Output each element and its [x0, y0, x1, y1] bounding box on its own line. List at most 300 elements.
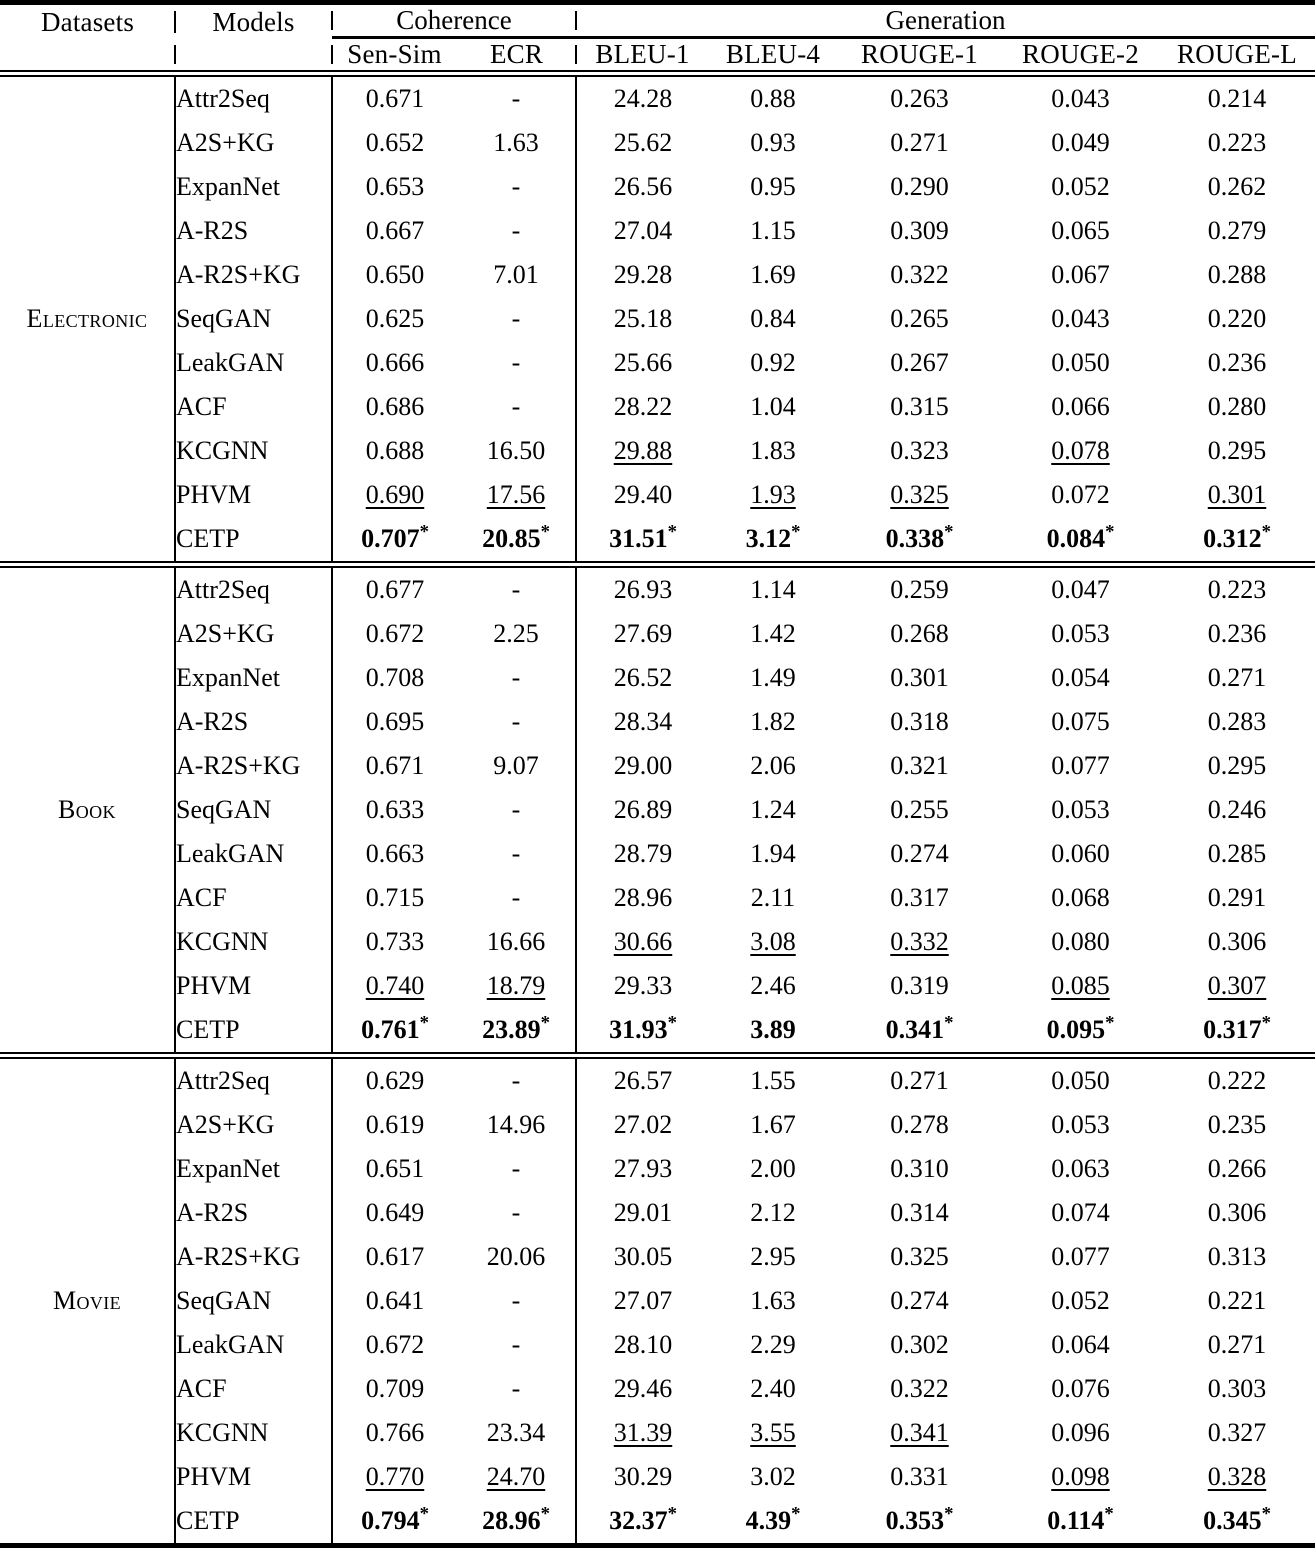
metric-value: 2.11	[751, 883, 796, 912]
metric-value: 29.01	[614, 1198, 673, 1227]
metric-value: 1.04	[750, 392, 796, 421]
model-name-cell: ACF	[175, 876, 332, 920]
cell-bleu-4	[709, 744, 837, 788]
header-datasets: Datasets	[0, 5, 175, 39]
metric-value: 0.290	[890, 172, 949, 201]
metric-value: 25.66	[614, 348, 673, 377]
empty-value: -	[512, 839, 521, 868]
cell-rouge-1	[837, 517, 1002, 562]
cell-rouge-l	[1159, 1008, 1315, 1053]
header-models: Models	[175, 5, 332, 39]
empty-value: -	[512, 1066, 521, 1095]
cell-sen-sim	[332, 517, 457, 562]
model-name-cell: A-R2S	[175, 1191, 332, 1235]
metric-value: 0.295	[1208, 751, 1267, 780]
metric-value: 0.222	[1208, 1066, 1267, 1095]
metric-value: 31.93	[609, 1015, 668, 1044]
model-name-cell: Attr2Seq	[175, 76, 332, 121]
metric-value: 0.065	[1051, 216, 1110, 245]
cell-rouge-l	[1159, 1367, 1315, 1411]
metric-value: 0.338	[886, 524, 945, 553]
metric-value: 0.319	[890, 971, 949, 1000]
cell-sen-sim	[332, 1367, 457, 1411]
cell-ecr	[457, 1103, 576, 1147]
cell-bleu-4	[709, 1411, 837, 1455]
cell-rouge-l	[1159, 517, 1315, 562]
cell-ecr	[457, 473, 576, 517]
cell-sen-sim	[332, 656, 457, 700]
cell-rouge-l	[1159, 700, 1315, 744]
metric-value: 2.12	[750, 1198, 796, 1227]
cell-ecr	[457, 1008, 576, 1053]
metric-value: 0.043	[1051, 304, 1110, 333]
metric-value: 0.341	[886, 1015, 945, 1044]
metric-value: 0.054	[1051, 663, 1110, 692]
metric-value: 0.063	[1051, 1154, 1110, 1183]
model-name-cell: PHVM	[175, 473, 332, 517]
cell-ecr	[457, 788, 576, 832]
table-row	[0, 567, 1315, 612]
metric-value: 1.63	[493, 128, 539, 157]
metric-value: 0.280	[1208, 392, 1267, 421]
metric-value: 23.34	[487, 1418, 546, 1447]
cell-rouge-1	[837, 612, 1002, 656]
cell-rouge-l	[1159, 1058, 1315, 1103]
cell-rouge-2	[1002, 1008, 1159, 1053]
metric-value: 0.074	[1051, 1198, 1110, 1227]
metric-value: 0.633	[366, 795, 425, 824]
cell-rouge-1	[837, 567, 1002, 612]
metric-value: 2.29	[750, 1330, 796, 1359]
table-row	[0, 341, 1315, 385]
cell-sen-sim	[332, 1455, 457, 1499]
cell-ecr	[457, 1499, 576, 1546]
cell-bleu-1	[576, 517, 709, 562]
table-row	[0, 964, 1315, 1008]
cell-rouge-2	[1002, 567, 1159, 612]
cell-rouge-l	[1159, 1499, 1315, 1546]
significance-asterisk: *	[420, 1503, 429, 1524]
metric-value: 32.37	[609, 1506, 668, 1535]
metric-value: 28.96	[482, 1506, 541, 1535]
cell-rouge-2	[1002, 1058, 1159, 1103]
cell-rouge-2	[1002, 744, 1159, 788]
metric-value: 27.93	[614, 1154, 673, 1183]
cell-ecr	[457, 121, 576, 165]
metric-value: 0.303	[1208, 1374, 1267, 1403]
cell-rouge-l	[1159, 341, 1315, 385]
cell-rouge-1	[837, 1191, 1002, 1235]
cell-sen-sim	[332, 1323, 457, 1367]
cell-bleu-4	[709, 612, 837, 656]
metric-value: 0.323	[890, 436, 949, 465]
metric-value: 24.70	[487, 1462, 546, 1491]
cell-bleu-1	[576, 744, 709, 788]
metric-value: 0.053	[1051, 795, 1110, 824]
cell-bleu-1	[576, 1235, 709, 1279]
cell-rouge-1	[837, 1103, 1002, 1147]
cell-rouge-2	[1002, 76, 1159, 121]
cell-sen-sim	[332, 429, 457, 473]
significance-asterisk: *	[1262, 521, 1271, 542]
cell-bleu-4	[709, 656, 837, 700]
metric-value: 0.050	[1051, 348, 1110, 377]
metric-value: 29.46	[614, 1374, 673, 1403]
metric-value: 29.00	[614, 751, 673, 780]
table-row	[0, 832, 1315, 876]
cell-rouge-2	[1002, 385, 1159, 429]
metric-value: 0.271	[890, 1066, 949, 1095]
metric-value: 0.306	[1208, 927, 1267, 956]
cell-rouge-l	[1159, 385, 1315, 429]
cell-bleu-4	[709, 253, 837, 297]
metric-value: 0.688	[366, 436, 425, 465]
cell-rouge-2	[1002, 1147, 1159, 1191]
cell-rouge-2	[1002, 612, 1159, 656]
metric-value: 0.271	[890, 128, 949, 157]
cell-rouge-1	[837, 1455, 1002, 1499]
cell-bleu-1	[576, 700, 709, 744]
cell-sen-sim	[332, 1103, 457, 1147]
metric-value: 0.050	[1051, 1066, 1110, 1095]
metric-value: 0.617	[366, 1242, 425, 1271]
metric-value: 28.34	[614, 707, 673, 736]
cell-bleu-1	[576, 567, 709, 612]
metric-value: 0.312	[1203, 524, 1262, 553]
cell-ecr	[457, 920, 576, 964]
cell-bleu-4	[709, 567, 837, 612]
metric-value: 25.62	[614, 128, 673, 157]
table-row	[0, 1411, 1315, 1455]
cell-rouge-l	[1159, 121, 1315, 165]
dataset-label-book	[0, 567, 175, 1053]
cell-rouge-1	[837, 1235, 1002, 1279]
cell-ecr	[457, 297, 576, 341]
cell-rouge-1	[837, 297, 1002, 341]
cell-bleu-1	[576, 1147, 709, 1191]
metric-value: 0.322	[890, 1374, 949, 1403]
cell-bleu-1	[576, 341, 709, 385]
metric-value: 2.40	[750, 1374, 796, 1403]
cell-rouge-2	[1002, 1499, 1159, 1546]
cell-rouge-1	[837, 744, 1002, 788]
metric-value: 3.12	[746, 524, 792, 553]
cell-rouge-2	[1002, 1235, 1159, 1279]
cell-bleu-1	[576, 1008, 709, 1053]
header-col-rouge-l: ROUGE-L	[1159, 39, 1315, 71]
cell-bleu-1	[576, 788, 709, 832]
metric-value: 1.55	[750, 1066, 796, 1095]
metric-value: 0.317	[890, 883, 949, 912]
metric-value: 16.66	[487, 927, 546, 956]
cell-rouge-1	[837, 964, 1002, 1008]
model-name-cell: CETP	[175, 1008, 332, 1053]
metric-value: 0.301	[890, 663, 949, 692]
metric-value: 0.060	[1051, 839, 1110, 868]
cell-rouge-2	[1002, 1411, 1159, 1455]
cell-sen-sim	[332, 253, 457, 297]
dataset-name: Book	[58, 795, 116, 824]
cell-bleu-4	[709, 121, 837, 165]
cell-rouge-1	[837, 920, 1002, 964]
metric-value: 29.33	[614, 971, 673, 1000]
cell-bleu-1	[576, 385, 709, 429]
metric-value: 0.078	[1051, 436, 1110, 465]
cell-rouge-1	[837, 1411, 1002, 1455]
metric-value: 0.92	[750, 348, 796, 377]
significance-asterisk: *	[1105, 1012, 1114, 1033]
metric-value: 1.93	[750, 480, 796, 509]
cell-bleu-4	[709, 341, 837, 385]
metric-value: 1.15	[750, 216, 796, 245]
metric-value: 0.283	[1208, 707, 1267, 736]
metric-value: 0.235	[1208, 1110, 1267, 1139]
cell-rouge-1	[837, 209, 1002, 253]
cell-ecr	[457, 1411, 576, 1455]
table-row	[0, 1191, 1315, 1235]
metric-value: 0.652	[366, 128, 425, 157]
table-row	[0, 121, 1315, 165]
cell-sen-sim	[332, 385, 457, 429]
cell-rouge-l	[1159, 832, 1315, 876]
cell-rouge-2	[1002, 341, 1159, 385]
cell-ecr	[457, 1323, 576, 1367]
metric-value: 0.331	[890, 1462, 949, 1491]
cell-bleu-1	[576, 76, 709, 121]
metric-value: 0.315	[890, 392, 949, 421]
metric-value: 0.672	[366, 619, 425, 648]
cell-bleu-1	[576, 253, 709, 297]
table-row	[0, 788, 1315, 832]
cell-bleu-4	[709, 1279, 837, 1323]
cell-bleu-4	[709, 1191, 837, 1235]
cell-rouge-1	[837, 1058, 1002, 1103]
header-col-sen-sim: Sen-Sim	[332, 39, 457, 71]
model-name-cell: LeakGAN	[175, 1323, 332, 1367]
metric-value: 0.288	[1208, 260, 1267, 289]
cell-rouge-l	[1159, 1191, 1315, 1235]
cell-sen-sim	[332, 121, 457, 165]
table-row	[0, 253, 1315, 297]
cell-bleu-4	[709, 165, 837, 209]
model-name-cell: A2S+KG	[175, 612, 332, 656]
cell-ecr	[457, 1147, 576, 1191]
empty-value: -	[512, 84, 521, 113]
model-name-cell: ExpanNet	[175, 165, 332, 209]
cell-rouge-l	[1159, 1235, 1315, 1279]
metric-value: 3.08	[750, 927, 796, 956]
metric-value: 31.39	[614, 1418, 673, 1447]
header-spacer-models	[175, 39, 332, 71]
metric-value: 0.053	[1051, 619, 1110, 648]
model-name-cell: KCGNN	[175, 920, 332, 964]
metric-value: 0.259	[890, 575, 949, 604]
metric-value: 0.302	[890, 1330, 949, 1359]
header-group-coherence: Coherence	[332, 5, 576, 36]
header-columns-row	[0, 39, 1315, 71]
cell-bleu-4	[709, 1103, 837, 1147]
model-name-cell: PHVM	[175, 964, 332, 1008]
dataset-name: Electronic	[27, 304, 148, 333]
cell-rouge-l	[1159, 964, 1315, 1008]
metric-value: 0.072	[1051, 480, 1110, 509]
metric-value: 0.271	[1208, 1330, 1267, 1359]
metric-value: 0.301	[1208, 480, 1267, 509]
metric-value: 0.085	[1051, 971, 1110, 1000]
cell-rouge-2	[1002, 920, 1159, 964]
table-row	[0, 473, 1315, 517]
cell-sen-sim	[332, 832, 457, 876]
cell-rouge-1	[837, 788, 1002, 832]
metric-value: 18.79	[487, 971, 546, 1000]
metric-value: 0.052	[1051, 172, 1110, 201]
table-row	[0, 744, 1315, 788]
metric-value: 31.51	[609, 524, 668, 553]
cell-ecr	[457, 253, 576, 297]
metric-value: 28.79	[614, 839, 673, 868]
metric-value: 0.285	[1208, 839, 1267, 868]
metric-value: 1.49	[750, 663, 796, 692]
metric-value: 0.317	[1203, 1015, 1262, 1044]
cell-sen-sim	[332, 209, 457, 253]
cell-bleu-4	[709, 297, 837, 341]
empty-value: -	[512, 1286, 521, 1315]
cell-bleu-4	[709, 1323, 837, 1367]
significance-asterisk: *	[1262, 1503, 1271, 1524]
metric-value: 0.690	[366, 480, 425, 509]
metric-value: 4.39	[746, 1506, 792, 1535]
header-col-rouge-2: ROUGE-2	[1002, 39, 1159, 71]
metric-value: 1.69	[750, 260, 796, 289]
metric-value: 0.707	[361, 524, 420, 553]
metric-value: 1.42	[750, 619, 796, 648]
cell-rouge-2	[1002, 700, 1159, 744]
metric-value: 0.114	[1047, 1506, 1104, 1535]
cell-sen-sim	[332, 1147, 457, 1191]
cell-bleu-1	[576, 1499, 709, 1546]
empty-value: -	[512, 707, 521, 736]
model-name-cell: ExpanNet	[175, 656, 332, 700]
cell-rouge-l	[1159, 1279, 1315, 1323]
metric-value: 0.080	[1051, 927, 1110, 956]
cell-rouge-l	[1159, 429, 1315, 473]
cell-rouge-l	[1159, 76, 1315, 121]
metric-value: 1.82	[750, 707, 796, 736]
cell-bleu-1	[576, 473, 709, 517]
empty-value: -	[512, 883, 521, 912]
metric-value: 0.649	[366, 1198, 425, 1227]
metric-value: 26.56	[614, 172, 673, 201]
significance-asterisk: *	[668, 1503, 677, 1524]
empty-value: -	[512, 575, 521, 604]
cell-ecr	[457, 209, 576, 253]
header-col-bleu-4: BLEU-4	[709, 39, 837, 71]
table-row	[0, 76, 1315, 121]
cell-bleu-1	[576, 876, 709, 920]
metric-value: 0.052	[1051, 1286, 1110, 1315]
cell-sen-sim	[332, 1058, 457, 1103]
metric-value: 0.766	[366, 1418, 425, 1447]
cell-bleu-1	[576, 1411, 709, 1455]
empty-value: -	[512, 172, 521, 201]
metric-value: 0.328	[1208, 1462, 1267, 1491]
cell-bleu-1	[576, 832, 709, 876]
metric-value: 0.651	[366, 1154, 425, 1183]
metric-value: 0.322	[890, 260, 949, 289]
metric-value: 2.25	[493, 619, 539, 648]
model-name-cell: PHVM	[175, 1455, 332, 1499]
cell-rouge-2	[1002, 832, 1159, 876]
cell-rouge-1	[837, 385, 1002, 429]
empty-value: -	[512, 663, 521, 692]
cell-bleu-1	[576, 1191, 709, 1235]
metric-value: 0.263	[890, 84, 949, 113]
metric-value: 0.310	[890, 1154, 949, 1183]
metric-value: 26.93	[614, 575, 673, 604]
metric-value: 0.262	[1208, 172, 1267, 201]
cell-rouge-l	[1159, 876, 1315, 920]
cell-ecr	[457, 1279, 576, 1323]
metric-value: 3.02	[750, 1462, 796, 1491]
cell-ecr	[457, 517, 576, 562]
metric-value: 0.671	[366, 84, 425, 113]
cell-bleu-1	[576, 1279, 709, 1323]
cell-ecr	[457, 612, 576, 656]
metric-value: 28.10	[614, 1330, 673, 1359]
cell-rouge-1	[837, 1147, 1002, 1191]
table-row	[0, 1008, 1315, 1053]
cell-sen-sim	[332, 1235, 457, 1279]
metric-value: 0.075	[1051, 707, 1110, 736]
metric-value: 0.671	[366, 751, 425, 780]
dataset-label-movie	[0, 1058, 175, 1546]
metric-value: 1.83	[750, 436, 796, 465]
metric-value: 0.353	[886, 1506, 945, 1535]
cell-rouge-2	[1002, 1455, 1159, 1499]
header-col-ecr: ECR	[457, 39, 576, 71]
cell-rouge-l	[1159, 297, 1315, 341]
cell-rouge-l	[1159, 253, 1315, 297]
table-row	[0, 656, 1315, 700]
cell-rouge-2	[1002, 788, 1159, 832]
metric-value: 0.077	[1051, 751, 1110, 780]
cell-rouge-1	[837, 700, 1002, 744]
model-name-cell: A2S+KG	[175, 121, 332, 165]
cell-bleu-4	[709, 700, 837, 744]
metric-value: 0.619	[366, 1110, 425, 1139]
empty-value: -	[512, 304, 521, 333]
cell-sen-sim	[332, 1279, 457, 1323]
significance-asterisk: *	[541, 1012, 550, 1033]
metric-value: 0.341	[890, 1418, 949, 1447]
cell-bleu-4	[709, 517, 837, 562]
model-name-cell: A-R2S+KG	[175, 744, 332, 788]
metric-value: 0.345	[1203, 1506, 1262, 1535]
metric-value: 0.695	[366, 707, 425, 736]
metric-value: 26.89	[614, 795, 673, 824]
metric-value: 1.94	[750, 839, 796, 868]
cell-ecr	[457, 385, 576, 429]
metric-value: 0.236	[1208, 619, 1267, 648]
metric-value: 0.686	[366, 392, 425, 421]
empty-value: -	[512, 1330, 521, 1359]
significance-asterisk: *	[541, 521, 550, 542]
metric-value: 0.794	[361, 1506, 420, 1535]
significance-asterisk: *	[1262, 1012, 1271, 1033]
cell-rouge-2	[1002, 165, 1159, 209]
metric-value: 7.01	[493, 260, 539, 289]
model-name-cell: SeqGAN	[175, 1279, 332, 1323]
